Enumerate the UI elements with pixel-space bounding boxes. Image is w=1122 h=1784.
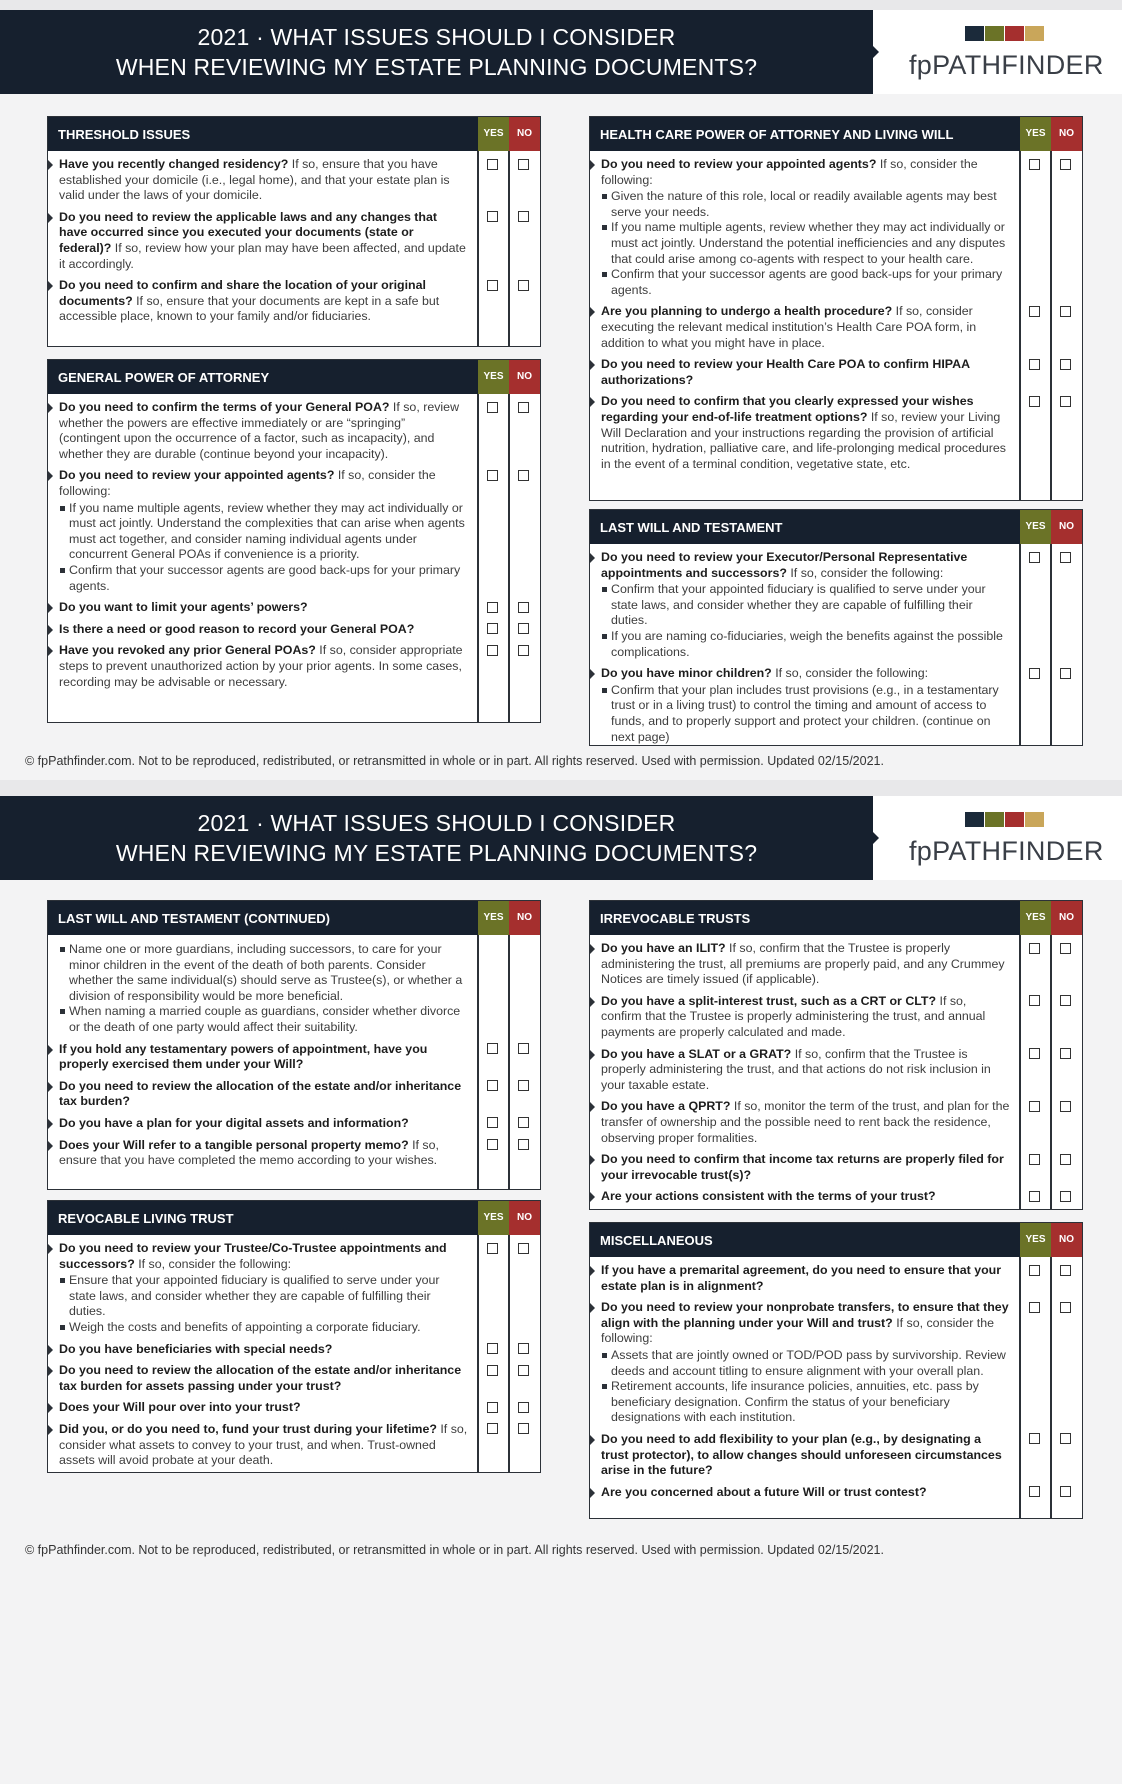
question-item bbox=[601, 666, 1010, 745]
no-checkbox[interactable] bbox=[518, 1139, 529, 1150]
question-text bbox=[59, 1400, 468, 1416]
bullet-item: If you name multiple agents, review whether they may act individually or must act jointly. Understand the complexities that can arise when agents must act together, and consider naming individual agents under concurrent General POAs if convenience is a priority. bbox=[59, 501, 468, 563]
yes-checkbox[interactable] bbox=[487, 1139, 498, 1150]
bullet-item: Retirement accounts, life insurance policies, annuities, etc. pass by beneficiary designation. Confirm the status of your beneficiary designations with each institution. bbox=[601, 1379, 1010, 1426]
bullet-item: Confirm that your successor agents are good back-ups for your primary agents. bbox=[59, 563, 468, 594]
question-text bbox=[59, 643, 468, 690]
column-divider bbox=[477, 151, 479, 346]
section-title: GENERAL POWER OF ATTORNEY bbox=[58, 370, 270, 385]
yes-checkbox[interactable] bbox=[1029, 359, 1040, 370]
no-checkbox[interactable] bbox=[518, 1365, 529, 1376]
brand-name: fpPATHFINDER bbox=[909, 50, 1104, 80]
question-item bbox=[59, 210, 468, 272]
question-detail: If so, ensure that you have established your domicile (i.e., legal home), and that your estate plan is valid under the laws of your domicile. bbox=[59, 157, 450, 203]
yes-checkbox[interactable] bbox=[1029, 1265, 1040, 1276]
question-item bbox=[59, 1342, 468, 1358]
yes-checkbox[interactable] bbox=[487, 159, 498, 170]
question-item bbox=[59, 1422, 468, 1469]
question-item bbox=[59, 1079, 468, 1110]
column-divider bbox=[1019, 544, 1021, 745]
bullet-item: Confirm that your appointed fiduciary is qualified to serve under your state laws, and consider whether they are capable of fulfilling their duties. bbox=[601, 582, 1010, 629]
page-title bbox=[0, 796, 873, 880]
column-divider bbox=[508, 935, 510, 1189]
question-text bbox=[59, 157, 468, 204]
bullet-item: If you name multiple agents, review whether they may act individually or must act jointly. Understand the potential inefficiencies and any disputes that could arise among co-agents with respect to your health care. bbox=[601, 220, 1010, 267]
section-title: HEALTH CARE POWER OF ATTORNEY AND LIVING WILL bbox=[600, 127, 954, 142]
yes-checkbox[interactable] bbox=[1029, 1302, 1040, 1313]
yes-column-header: YES bbox=[1020, 117, 1051, 151]
question-item bbox=[59, 622, 468, 638]
question-detail: If so, consider the following: bbox=[134, 1256, 292, 1271]
question-text bbox=[59, 1138, 468, 1169]
column-divider bbox=[508, 151, 510, 346]
question-detail: If so, consider the following: bbox=[59, 468, 436, 498]
question-text bbox=[59, 1241, 468, 1272]
no-checkbox[interactable] bbox=[1060, 1433, 1071, 1444]
no-checkbox[interactable] bbox=[518, 402, 529, 413]
section-header bbox=[48, 117, 540, 151]
question-bold: Are your actions consistent with the terms of your trust? bbox=[601, 1189, 936, 1204]
question-bold: Have you recently changed residency? bbox=[59, 157, 289, 171]
yes-checkbox[interactable] bbox=[487, 1423, 498, 1434]
title-line-1: 2021 · WHAT ISSUES SHOULD I CONSIDER bbox=[197, 24, 676, 50]
yes-checkbox[interactable] bbox=[1029, 1433, 1040, 1444]
question-text bbox=[601, 1263, 1010, 1294]
question-detail: If so, consider the following: bbox=[771, 666, 929, 681]
card-threshold bbox=[47, 116, 541, 347]
no-checkbox[interactable] bbox=[518, 1402, 529, 1413]
bullet-item: Ensure that your appointed fiduciary is qualified to serve under your state laws, and consider whether they are capable of fulfilling their duties. bbox=[59, 1273, 468, 1320]
question-bold: Do you need to review your Health Care POA to confirm HIPAA authorizations? bbox=[601, 357, 970, 387]
yes-checkbox[interactable] bbox=[1029, 1101, 1040, 1112]
yes-checkbox[interactable] bbox=[1029, 552, 1040, 563]
question-list bbox=[601, 1263, 1010, 1506]
section-header bbox=[48, 360, 540, 394]
no-checkbox[interactable] bbox=[518, 623, 529, 634]
yes-checkbox[interactable] bbox=[1029, 943, 1040, 954]
yes-checkbox[interactable] bbox=[487, 1080, 498, 1091]
question-text bbox=[601, 1432, 1010, 1479]
yes-checkbox[interactable] bbox=[1029, 159, 1040, 170]
bullet-list bbox=[59, 501, 468, 595]
yes-column-header: YES bbox=[1020, 901, 1051, 935]
question-item bbox=[59, 1400, 468, 1416]
no-checkbox[interactable] bbox=[1060, 1191, 1071, 1202]
question-detail: If so, consider the following: bbox=[601, 1315, 994, 1346]
yes-checkbox[interactable] bbox=[1029, 1048, 1040, 1059]
question-list bbox=[59, 1241, 468, 1475]
yes-checkbox[interactable] bbox=[1029, 1191, 1040, 1202]
question-bold: Do you have minor children? bbox=[601, 666, 772, 681]
question-detail: If so, consider executing the relevant medical institution’s Health Care POA form, in addition to what you might have in place. bbox=[601, 304, 977, 350]
yes-checkbox[interactable] bbox=[487, 1343, 498, 1354]
question-item bbox=[59, 468, 468, 594]
card-revocable-trust bbox=[47, 1200, 541, 1473]
yes-checkbox[interactable] bbox=[1029, 1486, 1040, 1497]
column-divider bbox=[508, 394, 510, 722]
bullet-list bbox=[601, 582, 1010, 660]
no-checkbox[interactable] bbox=[518, 280, 529, 291]
question-bold: Is there a need or good reason to record your General POA? bbox=[59, 621, 415, 636]
yes-column-header: YES bbox=[478, 1201, 509, 1235]
question-detail: If so, consider the following: bbox=[601, 157, 978, 187]
question-text bbox=[601, 394, 1010, 472]
bullet-list bbox=[601, 189, 1010, 298]
question-list bbox=[601, 157, 1010, 478]
card-miscellaneous bbox=[589, 1222, 1083, 1519]
no-column-header: NO bbox=[1051, 117, 1082, 151]
question-bold: Do you need to confirm that income tax returns are properly filed for your irrevocable trust(s)? bbox=[601, 1152, 1004, 1182]
question-bold: Did you, or do you need to, fund your trust during your lifetime? bbox=[59, 1421, 437, 1436]
yes-checkbox[interactable] bbox=[487, 602, 498, 613]
no-checkbox[interactable] bbox=[518, 645, 529, 656]
question-list bbox=[59, 157, 468, 331]
question-item bbox=[601, 994, 1010, 1041]
bullet-item: When naming a married couple as guardians, consider whether divorce or the death of one party would affect their suitability. bbox=[59, 1004, 468, 1035]
no-checkbox[interactable] bbox=[518, 1423, 529, 1434]
no-checkbox[interactable] bbox=[518, 470, 529, 481]
question-text bbox=[601, 1189, 1010, 1205]
no-column-header: NO bbox=[509, 360, 540, 394]
question-item bbox=[601, 1263, 1010, 1294]
yes-checkbox[interactable] bbox=[487, 1243, 498, 1254]
question-item bbox=[601, 1485, 1010, 1501]
question-text bbox=[59, 1363, 468, 1394]
question-text bbox=[601, 994, 1010, 1041]
no-checkbox[interactable] bbox=[518, 159, 529, 170]
question-detail: If so, consider what assets to convey to your trust, and when. Trust-owned assets will avoid probate at your death. bbox=[59, 1421, 468, 1468]
question-item bbox=[59, 278, 468, 325]
question-detail: If so, consider appropriate steps to prevent unauthorized action by your prior agents. In some cases, recording may be advisable or necessary. bbox=[59, 643, 463, 689]
question-bold: Do you need to add flexibility to your plan (e.g., by designating a trust protector), to allow changes should unforeseen circumstances arise in the future? bbox=[601, 1431, 1002, 1478]
question-list bbox=[59, 400, 468, 696]
section-title: LAST WILL AND TESTAMENT bbox=[600, 520, 783, 535]
question-bold: Do you need to confirm and share the location of your original documents? bbox=[59, 278, 426, 308]
section-title: LAST WILL AND TESTAMENT (CONTINUED) bbox=[58, 911, 331, 926]
page-header bbox=[0, 10, 1122, 94]
yes-checkbox[interactable] bbox=[1029, 995, 1040, 1006]
question-text bbox=[59, 622, 468, 638]
question-bold: Are you concerned about a future Will or trust contest? bbox=[601, 1484, 927, 1499]
no-checkbox[interactable] bbox=[1060, 1302, 1071, 1313]
no-checkbox[interactable] bbox=[518, 1243, 529, 1254]
section-header bbox=[590, 510, 1082, 544]
bullet-item: If you are naming co-fiduciaries, weigh the benefits against the possible complications. bbox=[601, 629, 1010, 660]
yes-checkbox[interactable] bbox=[487, 1365, 498, 1376]
section-header bbox=[590, 1223, 1082, 1257]
no-column-header: NO bbox=[1051, 901, 1082, 935]
question-item bbox=[601, 1189, 1010, 1205]
yes-checkbox[interactable] bbox=[487, 1117, 498, 1128]
no-checkbox[interactable] bbox=[518, 1080, 529, 1091]
brand-swatches bbox=[965, 26, 1044, 41]
question-detail: If so, consider the following: bbox=[786, 565, 944, 580]
card-lwt bbox=[589, 509, 1083, 746]
no-checkbox[interactable] bbox=[518, 1043, 529, 1054]
question-list bbox=[59, 941, 468, 1175]
yes-column-header: YES bbox=[1020, 510, 1051, 544]
question-item bbox=[601, 1099, 1010, 1146]
question-text bbox=[59, 600, 468, 616]
footer: © fpPathfinder.com. Not to be reproduced, redistributed, or retransmitted in whole or in part. All rights reserved. Used with permission. Updated 02/15/2021. bbox=[25, 754, 884, 768]
section-title: REVOCABLE LIVING TRUST bbox=[58, 1211, 234, 1226]
brand-swatches bbox=[965, 812, 1044, 827]
question-bold: Do you have a split-interest trust, such as a CRT or CLT? bbox=[601, 993, 937, 1008]
question-detail: If so, confirm that the Trustee is properly administering the trust, all premiums are properly paid, and any Crummey Notices are timely issued (if applicable). bbox=[601, 941, 1005, 987]
column-divider bbox=[1050, 1257, 1052, 1518]
question-bold: Do you need to review your Trustee/Co-Trustee appointments and successors? bbox=[59, 1241, 447, 1271]
question-bold: Do you need to review your appointed agents? bbox=[59, 468, 335, 483]
yes-column-header: YES bbox=[478, 360, 509, 394]
question-item bbox=[601, 157, 1010, 298]
column-divider bbox=[477, 935, 479, 1189]
no-checkbox[interactable] bbox=[1060, 159, 1071, 170]
question-text bbox=[601, 1485, 1010, 1501]
column-divider bbox=[1050, 935, 1052, 1209]
column-divider bbox=[1019, 1257, 1021, 1518]
question-detail: If so, review how your plan may have been affected, and update it accordingly. bbox=[59, 240, 466, 271]
bullet-item: Confirm that your successor agents are good back-ups for your primary agents. bbox=[601, 267, 1010, 298]
yes-checkbox[interactable] bbox=[487, 1043, 498, 1054]
yes-checkbox[interactable] bbox=[487, 470, 498, 481]
card-irrevocable-trusts bbox=[589, 900, 1083, 1210]
question-list bbox=[601, 941, 1010, 1211]
question-bold: Do you have a SLAT or a GRAT? bbox=[601, 1046, 792, 1061]
question-text bbox=[59, 1422, 468, 1469]
card-gpoa bbox=[47, 359, 541, 723]
no-checkbox[interactable] bbox=[1060, 306, 1071, 317]
question-detail: If so, ensure that you have completed the memo according to your wishes. bbox=[59, 1137, 439, 1168]
question-text bbox=[59, 468, 468, 499]
yes-checkbox[interactable] bbox=[487, 280, 498, 291]
yes-checkbox[interactable] bbox=[1029, 1154, 1040, 1165]
yes-checkbox[interactable] bbox=[487, 211, 498, 222]
section-header bbox=[590, 901, 1082, 935]
card-lwt-continued bbox=[47, 900, 541, 1190]
question-bold: Do you want to limit your agents’ powers? bbox=[59, 600, 308, 615]
question-item bbox=[59, 600, 468, 616]
question-text bbox=[601, 550, 1010, 581]
no-checkbox[interactable] bbox=[1060, 1265, 1071, 1276]
yes-checkbox[interactable] bbox=[487, 645, 498, 656]
card-hcpoa bbox=[589, 116, 1083, 501]
question-item bbox=[601, 1432, 1010, 1479]
question-item bbox=[601, 304, 1010, 351]
question-detail: If so, confirm that the Trustee is properly administering the trust, and that actions do not risk inclusion in your taxable estate. bbox=[601, 1046, 991, 1092]
no-checkbox[interactable] bbox=[518, 1343, 529, 1354]
question-bold: Do you have a plan for your digital assets and information? bbox=[59, 1115, 409, 1130]
question-item bbox=[59, 1116, 468, 1132]
question-detail: If so, confirm that the Trustee is properly administering the trust, and annual payments are properly calculated and made. bbox=[601, 993, 986, 1039]
title-line-1: 2021 · WHAT ISSUES SHOULD I CONSIDER bbox=[197, 810, 676, 836]
no-checkbox[interactable] bbox=[1060, 552, 1071, 563]
yes-column-header: YES bbox=[1020, 1223, 1051, 1257]
no-column-header: NO bbox=[509, 901, 540, 935]
question-bold: Do you have a QPRT? bbox=[601, 1099, 731, 1114]
question-bold: Do you need to review the allocation of the estate and/or inheritance tax burden for assets passing under your trust? bbox=[59, 1363, 462, 1393]
question-text bbox=[59, 1342, 468, 1358]
page-1 bbox=[0, 10, 1122, 780]
yes-column-header: YES bbox=[478, 117, 509, 151]
column-divider bbox=[1019, 151, 1021, 500]
question-bold: Do you have beneficiaries with special needs? bbox=[59, 1341, 333, 1356]
question-detail: If so, ensure that your documents are kept in a safe but accessible place, known to your family and/or fiduciaries. bbox=[59, 293, 440, 324]
title-line-2: WHEN REVIEWING MY ESTATE PLANNING DOCUMENTS? bbox=[115, 840, 758, 866]
yes-checkbox[interactable] bbox=[487, 623, 498, 634]
no-checkbox[interactable] bbox=[518, 602, 529, 613]
bullet-list bbox=[601, 1348, 1010, 1426]
no-checkbox[interactable] bbox=[1060, 1154, 1071, 1165]
question-text bbox=[601, 666, 1010, 682]
question-bold: Does your Will refer to a tangible personal property memo? bbox=[59, 1137, 409, 1152]
section-header bbox=[48, 1201, 540, 1235]
no-checkbox[interactable] bbox=[1060, 995, 1071, 1006]
question-item bbox=[601, 394, 1010, 472]
question-item bbox=[59, 400, 468, 462]
question-detail: If so, monitor the term of the trust, and plan for the transfer of ownership and the possible need to rent back the residence, observing proper formalities. bbox=[601, 1099, 1010, 1145]
section-header bbox=[590, 117, 1082, 151]
yes-checkbox[interactable] bbox=[487, 1402, 498, 1413]
question-detail: If so, review your Living Will Declaration and your instructions regarding the provision of artificial nutrition, hydration, palliative care, and life-prolonging medical procedures in the event of a terminal condition, vegetative state, etc. bbox=[601, 409, 1006, 471]
question-bold: Do you need to review your appointed agents? bbox=[601, 157, 877, 171]
question-item bbox=[601, 357, 1010, 388]
question-item bbox=[59, 157, 468, 204]
bullet-item: Assets that are jointly owned or TOD/POD pass by survivorship. Review deeds and account titling to ensure alignment with your overall plan. bbox=[601, 1348, 1010, 1379]
column-divider bbox=[477, 394, 479, 722]
bullet-item: Given the nature of this role, local or readily available agents may best serve your needs. bbox=[601, 189, 1010, 220]
no-column-header: NO bbox=[1051, 510, 1082, 544]
no-checkbox[interactable] bbox=[1060, 1486, 1071, 1497]
bullet-list bbox=[601, 683, 1010, 745]
question-item bbox=[601, 550, 1010, 660]
column-divider bbox=[1019, 935, 1021, 1209]
column-divider bbox=[508, 1235, 510, 1472]
question-text bbox=[601, 304, 1010, 351]
question-text bbox=[601, 1099, 1010, 1146]
no-checkbox[interactable] bbox=[1060, 943, 1071, 954]
question-item bbox=[59, 643, 468, 690]
section-title: MISCELLANEOUS bbox=[600, 1233, 713, 1248]
column-divider bbox=[477, 1235, 479, 1472]
question-bold: Have you revoked any prior General POAs? bbox=[59, 643, 316, 658]
no-column-header: NO bbox=[1051, 1223, 1082, 1257]
question-bold: Do you need to review your Executor/Personal Representative appointments and successors? bbox=[601, 550, 968, 580]
bullet-list bbox=[59, 942, 468, 1036]
section-title: IRREVOCABLE TRUSTS bbox=[600, 911, 751, 926]
question-item bbox=[601, 1152, 1010, 1183]
question-bold: Do you need to review your nonprobate transfers, to ensure that they align with the planning under your Will and trust? bbox=[601, 1300, 1009, 1330]
question-text bbox=[601, 1047, 1010, 1094]
section-title: THRESHOLD ISSUES bbox=[58, 127, 191, 142]
section-header bbox=[48, 901, 540, 935]
question-text bbox=[59, 1079, 468, 1110]
question-text bbox=[59, 1116, 468, 1132]
no-checkbox[interactable] bbox=[518, 211, 529, 222]
question-text bbox=[601, 157, 1010, 188]
no-checkbox[interactable] bbox=[518, 1117, 529, 1128]
footer: © fpPathfinder.com. Not to be reproduced, redistributed, or retransmitted in whole or in part. All rights reserved. Used with permission. Updated 02/15/2021. bbox=[25, 1543, 884, 1557]
question-item bbox=[601, 1300, 1010, 1426]
question-item bbox=[59, 1241, 468, 1336]
brand-logo bbox=[873, 10, 1122, 94]
no-checkbox[interactable] bbox=[1060, 1101, 1071, 1112]
question-bold: Do you have an ILIT? bbox=[601, 941, 726, 955]
page-title bbox=[0, 10, 873, 94]
question-text bbox=[59, 400, 468, 462]
no-checkbox[interactable] bbox=[1060, 668, 1071, 679]
question-bold: Do you need to confirm the terms of your General POA? bbox=[59, 400, 390, 414]
question-item bbox=[601, 941, 1010, 988]
question-text bbox=[601, 357, 1010, 388]
question-item bbox=[601, 1047, 1010, 1094]
bullet-list bbox=[59, 1273, 468, 1335]
question-text bbox=[601, 1300, 1010, 1347]
yes-checkbox[interactable] bbox=[1029, 668, 1040, 679]
question-bold: If you hold any testamentary powers of appointment, have you properly exercised them under your Will? bbox=[59, 1041, 428, 1072]
question-text bbox=[601, 1152, 1010, 1183]
question-item bbox=[59, 1138, 468, 1169]
question-bold: Does your Will pour over into your trust? bbox=[59, 1400, 301, 1415]
question-list bbox=[601, 550, 1010, 751]
bullet-item: Name one or more guardians, including successors, to care for your minor children in the event of the death of both parents. Consider whether the same individual(s) should serve as Trustee(s), or whether a division of responsibility would be more beneficial. bbox=[59, 942, 468, 1004]
question-text bbox=[59, 210, 468, 272]
question-item bbox=[59, 1363, 468, 1394]
page-2 bbox=[0, 796, 1122, 1784]
no-checkbox[interactable] bbox=[1060, 396, 1071, 407]
column-divider bbox=[1050, 544, 1052, 745]
yes-column-header: YES bbox=[478, 901, 509, 935]
no-column-header: NO bbox=[509, 1201, 540, 1235]
no-checkbox[interactable] bbox=[1060, 359, 1071, 370]
page-header bbox=[0, 796, 1122, 880]
question-text bbox=[59, 278, 468, 325]
question-item bbox=[59, 1042, 468, 1073]
bullet-item: Confirm that your plan includes trust provisions (e.g., in a testamentary trust or in a living trust) to control the timing and amount of access to funds, and to properly support and protect your children. (continue on next page) bbox=[601, 683, 1010, 745]
no-column-header: NO bbox=[509, 117, 540, 151]
question-bold: If you have a premarital agreement, do you need to ensure that your estate plan is in alignment? bbox=[601, 1263, 1002, 1293]
question-bold: Do you need to review the applicable laws and any changes that have occurred since you executed your documents (state or federal)? bbox=[59, 209, 438, 255]
question-detail: If so, review whether the powers are effective immediately or are “springing” (contingent upon the occurrence of a factor, such as incapacity), and whether they are durable (continue beyond your incapacity). bbox=[59, 400, 460, 461]
question-text bbox=[59, 1042, 468, 1073]
question-text bbox=[601, 941, 1010, 988]
title-line-2: WHEN REVIEWING MY ESTATE PLANNING DOCUMENTS? bbox=[115, 54, 758, 80]
brand-name: fpPATHFINDER bbox=[909, 836, 1104, 866]
question-bold: Do you need to confirm that you clearly expressed your wishes regarding your end-of-life treatment options? bbox=[601, 394, 974, 424]
brand-logo bbox=[873, 796, 1122, 880]
no-checkbox[interactable] bbox=[1060, 1048, 1071, 1059]
bullet-item: Weigh the costs and benefits of appointing a corporate fiduciary. bbox=[59, 1320, 468, 1336]
yes-checkbox[interactable] bbox=[1029, 306, 1040, 317]
question-bold: Are you planning to undergo a health procedure? bbox=[601, 304, 893, 319]
yes-checkbox[interactable] bbox=[1029, 396, 1040, 407]
column-divider bbox=[1050, 151, 1052, 500]
question-item bbox=[59, 942, 468, 1036]
question-bold: Do you need to review the allocation of the estate and/or inheritance tax burden? bbox=[59, 1078, 462, 1109]
yes-checkbox[interactable] bbox=[487, 402, 498, 413]
